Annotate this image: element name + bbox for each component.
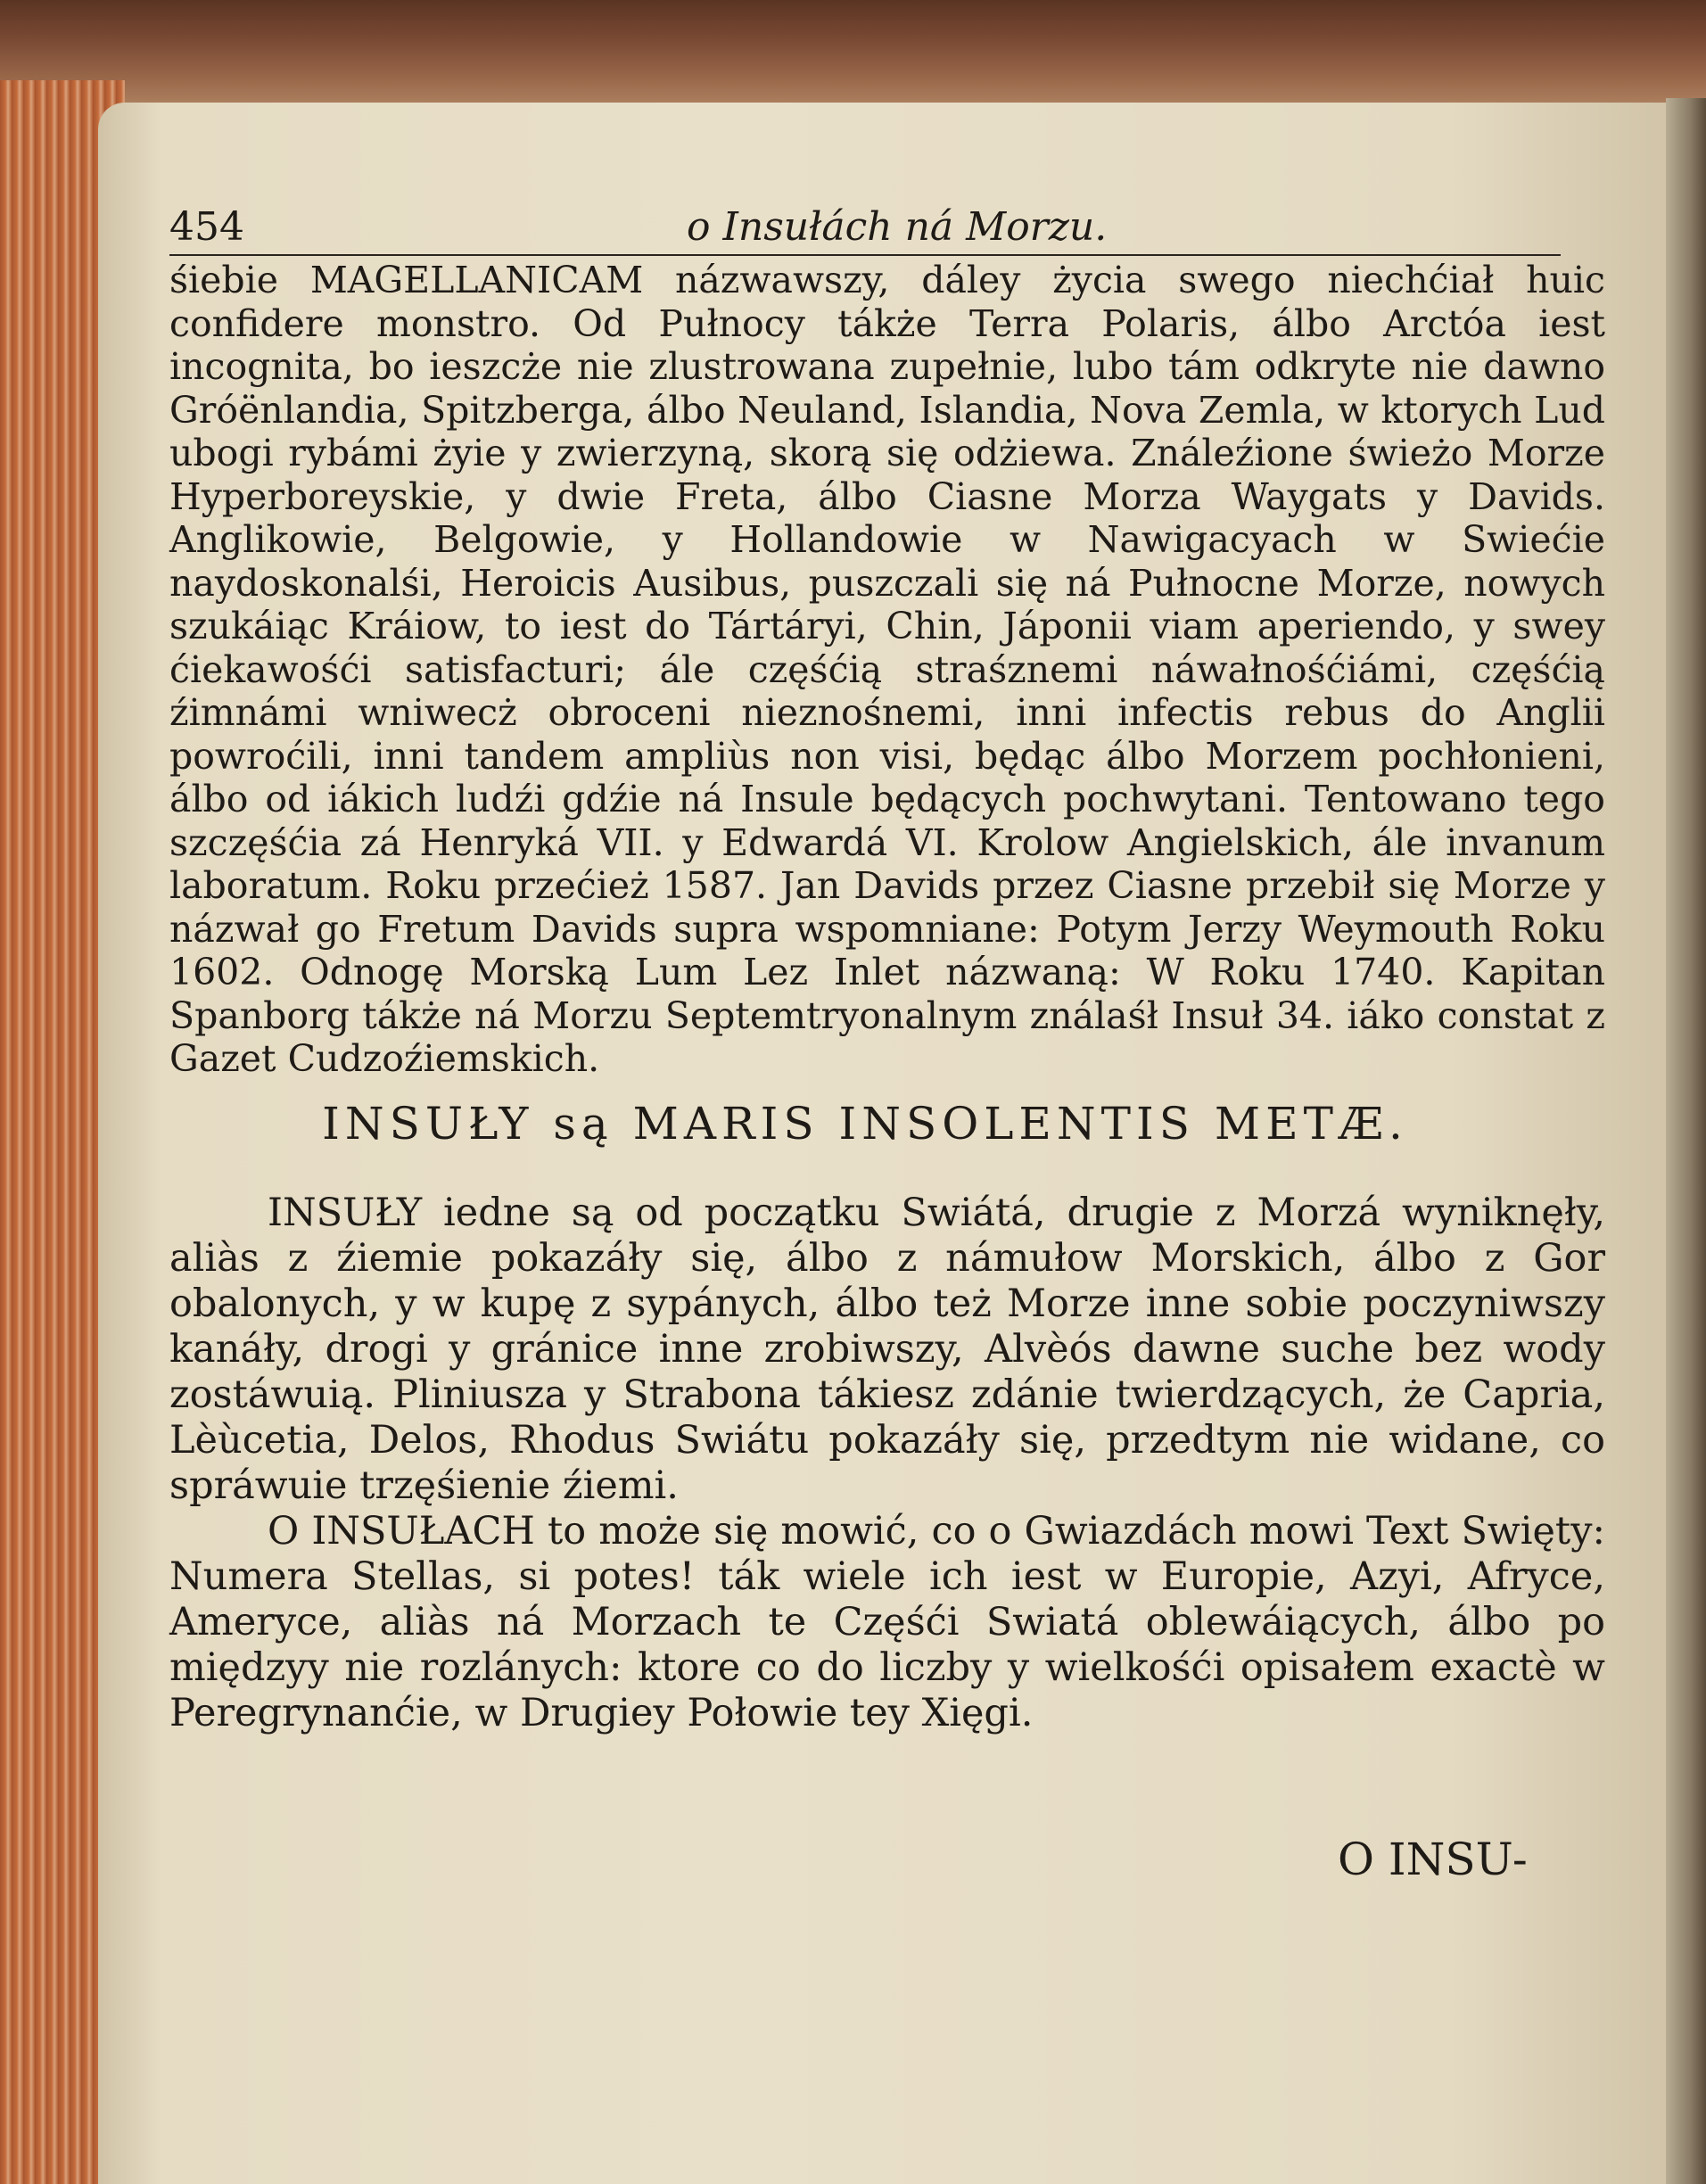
page-number: 454 (169, 204, 244, 250)
paragraph-o-insulach: O INSUŁACH to może się mowić, co o Gwiazdách mowi Text Swięty: Numera Stellas, si potes! ták wiele ich iest w Europie, Azyi, Afryce, Ameryce, aliàs ná Morzach te Częśći Swiatá oblewáiących, álbo po międzyy nie rozlánych: ktore co do liczby y wielkośći opisałem exactè w Peregrynanćie, w Drugiey Połowie tey Xięgi. (169, 1509, 1605, 1735)
catchword: O INSU- (1338, 1834, 1528, 1885)
section-heading: INSUŁY są MARIS INSOLENTIS METÆ. (322, 1098, 1408, 1150)
page-header (169, 201, 1561, 256)
body-text-top: śiebie MAGELLANICAM názwawszy, dáley życia swego niechćiał huic confidere monstro. Od Pułnocy tákże Terra Polaris, álbo Arctóa iest incognita, bo ieszcże nie zlustrowana zupełnie, lubo tám odkryte nie dawno Gróënlandia, Spitzberga, álbo Neuland, Islandia, Nova Zemla, w ktorych Lud ubogi rybámi żyie y zwierzyną, skorą się odżiewa. Ználeźione świeżo Morze Hyperboreyskie, y dwie Freta, álbo Ciasne Morza Waygats y Davids. Anglikowie, Belgowie, y Hollandowie w Nawigacyach w Swiećie naydoskonalśi, Heroicis Ausibus, puszczali się ná Pułnocne Morze, nowych szukáiąc Kráiow, to iest do Tártáryi, Chin, Jáponii viam aperiendo, y swey ćiekawośći satisfacturi; ále częśćią straśznemi náwałnośćiámi, częśćią źimnámi wniwecż obroceni nieznośnemi, inni infectis rebus do Anglii powroćili, inni tandem ampliùs non visi, będąc álbo Morzem pochłonieni, álbo od iákich ludźi gdźie ná Insule będących pochwytani. Tentowano tego szczęśćia zá Henryká VII. y Edwardá VI. Krolow Angielskich, ále invanum laboratum. Roku przećież 1587. Jan Davids przez Ciasne przebił się Morze y názwał go Fretum Davids supra wspomniane: Potym Jerzy Weymouth Roku 1602. Odnogę Morską Lum Lez Inlet názwaną: W Roku 1740. Kapitan Spanborg tákże ná Morzu Septemtryonalnym ználaśł Insuł 34. iáko constat z Gazet Cudzoźiemskich. (169, 259, 1605, 1080)
body-text-section (169, 1191, 1605, 1736)
page-gutter-shadow (1666, 98, 1706, 2184)
book-top-edge (0, 0, 1706, 116)
running-title: o Insułách ná Morzu. (687, 204, 1108, 250)
paragraph-insuly: INSUŁY iedne są od początku Swiátá, drugie z Morzá wyniknęły, aliàs z źiemie pokazáły się, álbo z námułow Morskich, álbo z Gor obalonych, y w kupę z sypánych, álbo też Morze inne sobie poczyniwszy kanáły, drogi y gránice inne zrobiwszy, Alvèós dawne suche bez wody zostáwuią. Pliniusza y Strabona tákiesz zdánie twierdzących, że Capria, Lèùcetia, Delos, Rhodus Swiátu pokazáły się, przedtym nie widane, co spráwuie trzęśienie źiemi. (169, 1191, 1605, 1508)
